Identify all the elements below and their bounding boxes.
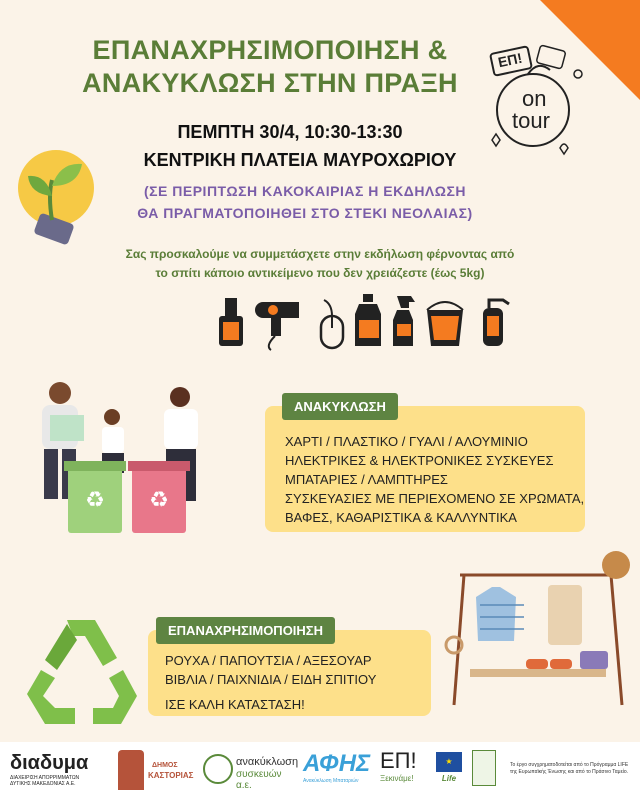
invitation-text: Σας προσκαλούμε να συμμετάσχετε στην εκδήλωση φέρνοντας από το σπίτι κάποιο αντικείμενο που δεν χρειάζεστε (έως 5kg)	[125, 247, 515, 280]
hair-dryer-icon	[255, 302, 299, 350]
event-weather-note: (ΣΕ ΠΕΡΙΠΤΩΣΗ ΚΑΚΟΚΑΙΡΙΑΣ Η ΕΚΔΗΛΩΣΗ ΘΑ ΠΡΑΓΜΑΤΟΠΟΙΗΘΕΙ ΣΤΟ ΣΤΕΚΙ ΝΕΟΛΑΙΑΣ)	[137, 183, 473, 221]
detergent-bottle-icon	[355, 294, 381, 346]
lightbulb-plant-illustration	[8, 140, 98, 260]
spray-bottle-icon	[393, 296, 415, 346]
list-item: ΗΛΕΚΤΡΙΚΕΣ & ΗΛΕΚΤΡΟΝΙΚΕΣ ΣΥΣΚΕΥΕΣ	[285, 453, 554, 468]
list-item: ΒΙΒΛΙΑ / ΠΑΙΧΝΙΔΙΑ / ΕΙΔΗ ΣΠΙΤΙΟΥ	[165, 672, 377, 687]
list-item: ΣΥΣΚΕΥΑΣΙΕΣ ΜΕ ΠΕΡΙΕΧΟΜΕΝΟ ΣΕ ΧΡΩΜΑΤΑ,	[285, 491, 585, 506]
items-icon-row	[215, 292, 515, 352]
list-item: ΒΑΦΕΣ, ΚΑΘΑΡΙΣΤΙΚΑ & ΚΑΛΛΥΝΤΙΚΑ	[285, 510, 517, 525]
recycling-list	[285, 432, 585, 527]
prasino-tameio-logo	[472, 750, 496, 786]
list-item: ΧΑΡΤΙ / ΠΛΑΣΤΙΚΟ / ΓΥΑΛΙ / ΑΛΟΥΜΙΝΙΟ	[285, 434, 528, 449]
reuse-tag: ΕΠΑΝΑΧΡΗΣΙΜΟΠΟΙΗΣΗ	[156, 617, 335, 644]
diadyma-logo: διαδυμα ΔΙΑΧΕΙΡΙΣΗ ΑΠΟΡΡΙΜΜΑΤΩΝ ΔΥΤΙΚΗΣ ΜΑΚΕΔΟΝΙΑΣ Α.Ε.	[10, 752, 89, 787]
recycle-symbol-icon	[5, 600, 155, 740]
svg-text:♻: ♻	[85, 488, 105, 513]
svg-text:♻: ♻	[149, 488, 169, 513]
badge-tour-label: tour	[512, 108, 550, 133]
event-date: ΠΕΜΠΤΗ 30/4, 10:30-13:30	[177, 122, 403, 142]
sponsor-footer: διαδυμα ΔΙΑΧΕΙΡΙΣΗ ΑΠΟΡΡΙΜΜΑΤΩΝ ΔΥΤΙΚΗΣ ΜΑΚΕΔΟΝΙΑΣ Α.Ε. ΔΗΜΟΣ ΚΑΣΤΟΡΙΑΣ ανακύκλωση συσκευών α.ε. ΑΦΗΣ Ανακύκλωση Μπαταριών ΕΠ! Ξεκινάμε! ★ Life Το έργο συγχρηματοδοτείται από το Πρόγραμμα LIFE της Ευρωπαϊκής Ένωσης και από το Πράσινο Ταμείο.	[0, 742, 640, 800]
on-tour-badge	[478, 40, 588, 160]
page-title: ΕΠΑΝΑΧΡΗΣΙΜΟΠΟΙΗΣΗ & ΑΝΑΚΥΚΛΩΣΗ ΣΤΗΝ ΠΡΑΞΗ	[82, 35, 458, 98]
eu-flag-icon: ★	[436, 752, 462, 772]
list-item: ΙΣΕ ΚΑΛΗ ΚΑΤΑΣΤΑΣΗ!	[165, 697, 305, 712]
list-item: ΜΠΑΤΑΡΙΕΣ / ΛΑΜΠΤΗΡΕΣ	[285, 472, 448, 487]
clothing-rack-illustration	[440, 545, 635, 715]
castle-icon	[118, 750, 144, 790]
afis-logo: ΑΦΗΣ Ανακύκλωση Μπαταριών	[303, 750, 371, 784]
badge-on-label: on	[522, 86, 547, 111]
family-recycling-illustration	[30, 375, 220, 540]
badge-ep-label: ΕΠ!	[496, 49, 524, 71]
life-logo: Life	[441, 774, 457, 783]
event-place: ΚΕΝΤΡΙΚΗ ΠΛΑΤΕΙΑ ΜΑΥΡΟΧΩΡΙΟΥ	[143, 150, 457, 170]
plug-leaf-icon	[203, 754, 233, 784]
mouse-icon	[321, 300, 343, 348]
reuse-list	[165, 651, 425, 714]
funding-note: Το έργο συγχρηματοδοτείται από το Πρόγραμμα LIFE της Ευρωπαϊκής Ένωσης και από το Πράσινο Ταμείο.	[510, 762, 629, 775]
extinguisher-icon	[483, 300, 509, 346]
list-item: ΡΟΥΧΑ / ΠΑΠΟΥΤΣΙΑ / ΑΞΕΣΟΥΑΡ	[165, 653, 372, 668]
paint-bucket-icon	[427, 302, 463, 346]
nail-polish-icon	[219, 298, 243, 346]
recycling-tag: ΑΝΑΚΥΚΛΩΣΗ	[282, 393, 398, 420]
ep-logo: ΕΠ! Ξεκινάμε!	[380, 748, 417, 783]
